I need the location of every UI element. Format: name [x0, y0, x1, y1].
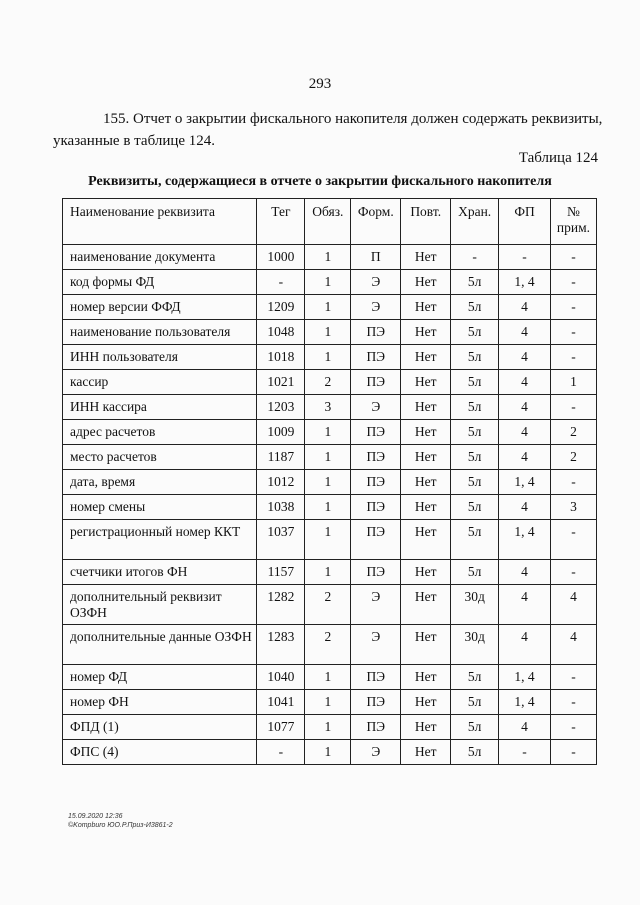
table-cell: 5л	[451, 715, 499, 740]
table-row	[63, 370, 597, 395]
table-cell: -	[550, 715, 596, 740]
table-cell: ПЭ	[351, 320, 401, 345]
table-cell: 1	[305, 295, 351, 320]
table-cell: ПЭ	[351, 495, 401, 520]
table-cell: Нет	[401, 625, 451, 665]
table-cell: 5л	[451, 495, 499, 520]
column-header: Тег	[257, 199, 305, 245]
table-cell: 4	[499, 345, 551, 370]
table-cell: 1048	[257, 320, 305, 345]
table-cell: ФПД (1)	[63, 715, 257, 740]
column-header: Повт.	[401, 199, 451, 245]
table-cell: ПЭ	[351, 345, 401, 370]
table-row	[63, 585, 597, 625]
table-cell: Нет	[401, 690, 451, 715]
table-cell: Нет	[401, 395, 451, 420]
table-cell: 1187	[257, 445, 305, 470]
table-cell: Нет	[401, 295, 451, 320]
table-row	[63, 690, 597, 715]
table-cell: Нет	[401, 445, 451, 470]
table-cell: -	[550, 320, 596, 345]
table-cell: 2	[550, 445, 596, 470]
table-cell: 1	[305, 345, 351, 370]
paragraph	[53, 108, 613, 152]
table-cell: 2	[550, 420, 596, 445]
table-cell: 1	[305, 495, 351, 520]
table-cell: -	[257, 270, 305, 295]
table-cell: -	[550, 295, 596, 320]
table-cell: 1	[305, 560, 351, 585]
table-cell: Нет	[401, 345, 451, 370]
table-row	[63, 345, 597, 370]
table-cell: 5л	[451, 420, 499, 445]
table-cell: 1077	[257, 715, 305, 740]
table-cell: 5л	[451, 395, 499, 420]
column-header: Обяз.	[305, 199, 351, 245]
table-cell: 1203	[257, 395, 305, 420]
table-cell: 1021	[257, 370, 305, 395]
table-cell: Нет	[401, 320, 451, 345]
table-cell: 1209	[257, 295, 305, 320]
table-header-row	[63, 199, 597, 245]
table-cell: Нет	[401, 560, 451, 585]
table-row	[63, 520, 597, 560]
table-cell: 5л	[451, 560, 499, 585]
table-row	[63, 625, 597, 665]
page-number: 293	[308, 76, 332, 92]
table-row	[63, 320, 597, 345]
table-row	[63, 295, 597, 320]
column-header: ФП	[499, 199, 551, 245]
table-cell: Э	[351, 395, 401, 420]
table-cell: ПЭ	[351, 420, 401, 445]
table-row	[63, 445, 597, 470]
footer-timestamp: 15.09.2020 12:36	[68, 813, 123, 820]
table-cell: -	[550, 520, 596, 560]
table-cell: ПЭ	[351, 560, 401, 585]
table-cell: 4	[499, 395, 551, 420]
table-cell: дата, время	[63, 470, 257, 495]
table-cell: 4	[499, 585, 551, 625]
table-cell: 1	[305, 245, 351, 270]
table-cell: 1	[305, 420, 351, 445]
table-cell: 30д	[451, 585, 499, 625]
table-cell: 5л	[451, 270, 499, 295]
paragraph-text: 155. Отчет о закрытии фискального накопителя должен содержать реквизиты, указанные в таблице 124.	[53, 111, 603, 149]
table-row	[63, 715, 597, 740]
table-cell: -	[499, 245, 551, 270]
table-cell: 4	[499, 495, 551, 520]
table-cell: 1, 4	[499, 470, 551, 495]
table-cell: 5л	[451, 520, 499, 560]
table-caption: Таблица 124	[518, 150, 598, 166]
table-cell: ПЭ	[351, 690, 401, 715]
table-cell: ПЭ	[351, 445, 401, 470]
table-cell: Нет	[401, 270, 451, 295]
table-cell: 1, 4	[499, 520, 551, 560]
table-cell: -	[257, 740, 305, 765]
table-cell: 4	[499, 370, 551, 395]
table-cell: 4	[499, 420, 551, 445]
table-cell: 1	[305, 690, 351, 715]
table-cell: 1282	[257, 585, 305, 625]
table-cell: 2	[305, 585, 351, 625]
footer	[68, 812, 173, 830]
table-cell: 1038	[257, 495, 305, 520]
table-cell: Нет	[401, 370, 451, 395]
table-row	[63, 560, 597, 585]
column-header: Наименование реквизита	[63, 199, 257, 245]
table-cell: -	[550, 245, 596, 270]
table-cell: 5л	[451, 690, 499, 715]
table-cell: ПЭ	[351, 520, 401, 560]
table-cell: 1041	[257, 690, 305, 715]
table-cell: 2	[305, 370, 351, 395]
table-cell: дополнительные данные ОЗФН	[63, 625, 257, 665]
table-cell: регистрационный номер ККТ	[63, 520, 257, 560]
table-cell: 1	[305, 270, 351, 295]
column-header: Хран.	[451, 199, 499, 245]
table-cell: счетчики итогов ФН	[63, 560, 257, 585]
table-cell: 1000	[257, 245, 305, 270]
table-cell: 4	[499, 625, 551, 665]
table-cell: Э	[351, 740, 401, 765]
table-cell: 1	[305, 520, 351, 560]
column-header: Форм.	[351, 199, 401, 245]
footer-document-id: ©Kompburo ЮО.Р.Приз-И3861-2	[68, 822, 173, 829]
table-cell: Э	[351, 585, 401, 625]
table-cell: номер версии ФФД	[63, 295, 257, 320]
table-cell: ПЭ	[351, 470, 401, 495]
table-cell: -	[550, 395, 596, 420]
table-cell: 2	[305, 625, 351, 665]
table-cell: 5л	[451, 470, 499, 495]
table-cell: 30д	[451, 625, 499, 665]
table-cell: 1	[305, 715, 351, 740]
table-row	[63, 470, 597, 495]
table-cell: 1018	[257, 345, 305, 370]
table-cell: Нет	[401, 495, 451, 520]
table-cell: Э	[351, 295, 401, 320]
table-cell: 1	[305, 740, 351, 765]
table-cell: 1, 4	[499, 690, 551, 715]
table-cell: Нет	[401, 245, 451, 270]
table-cell: код формы ФД	[63, 270, 257, 295]
table-cell: -	[550, 345, 596, 370]
table-cell: ИНН пользователя	[63, 345, 257, 370]
table-cell: 4	[499, 445, 551, 470]
table-row	[63, 665, 597, 690]
table-cell: -	[550, 690, 596, 715]
table-cell: 1	[305, 665, 351, 690]
table-row	[63, 270, 597, 295]
table-cell: 1	[550, 370, 596, 395]
table-cell: 5л	[451, 370, 499, 395]
table-cell: 3	[550, 495, 596, 520]
table-cell: 5л	[451, 320, 499, 345]
table-cell: ПЭ	[351, 370, 401, 395]
table-cell: -	[499, 740, 551, 765]
requisites-table	[62, 198, 597, 765]
table-cell: 1	[305, 320, 351, 345]
table-cell: 1009	[257, 420, 305, 445]
table-cell: 1, 4	[499, 665, 551, 690]
table-cell: место расчетов	[63, 445, 257, 470]
table-cell: Нет	[401, 420, 451, 445]
table-cell: 5л	[451, 295, 499, 320]
table-cell: кассир	[63, 370, 257, 395]
table-row	[63, 420, 597, 445]
table-cell: Нет	[401, 715, 451, 740]
table-row	[63, 245, 597, 270]
table-cell: 1012	[257, 470, 305, 495]
table-cell: Нет	[401, 665, 451, 690]
table-cell: номер ФД	[63, 665, 257, 690]
table-cell: 3	[305, 395, 351, 420]
table-cell: Нет	[401, 470, 451, 495]
table-cell: 1	[305, 470, 351, 495]
table-cell: -	[550, 470, 596, 495]
table-cell: -	[550, 560, 596, 585]
table-cell: номер ФН	[63, 690, 257, 715]
table-cell: ФПС (4)	[63, 740, 257, 765]
table-cell: 1157	[257, 560, 305, 585]
table-cell: ПЭ	[351, 665, 401, 690]
table-cell: 5л	[451, 345, 499, 370]
table-cell: 1, 4	[499, 270, 551, 295]
table-cell: ИНН кассира	[63, 395, 257, 420]
table-cell: наименование пользователя	[63, 320, 257, 345]
table-cell: 1040	[257, 665, 305, 690]
table-cell: номер смены	[63, 495, 257, 520]
table-cell: Нет	[401, 520, 451, 560]
table-cell: 5л	[451, 740, 499, 765]
table-cell: 4	[499, 320, 551, 345]
table-cell: 5л	[451, 665, 499, 690]
table-cell: 4	[550, 585, 596, 625]
table-cell: адрес расчетов	[63, 420, 257, 445]
table-row	[63, 740, 597, 765]
table-cell: 4	[499, 560, 551, 585]
table-cell: 1	[305, 445, 351, 470]
table-cell: -	[550, 270, 596, 295]
column-header: № прим.	[550, 199, 596, 245]
table-cell: П	[351, 245, 401, 270]
table-cell: 4	[499, 295, 551, 320]
table-cell: Э	[351, 625, 401, 665]
table-cell: Нет	[401, 585, 451, 625]
table-cell: дополнительный реквизит ОЗФН	[63, 585, 257, 625]
table-cell: Э	[351, 270, 401, 295]
table-cell: 1037	[257, 520, 305, 560]
table-cell: -	[550, 665, 596, 690]
table-cell: 4	[550, 625, 596, 665]
table-cell: Нет	[401, 740, 451, 765]
table-cell: наименование документа	[63, 245, 257, 270]
table-row	[63, 395, 597, 420]
table-cell: 5л	[451, 445, 499, 470]
table-title: Реквизиты, содержащиеся в отчете о закрытии фискального накопителя	[88, 174, 552, 189]
table-cell: -	[451, 245, 499, 270]
table-cell: 1283	[257, 625, 305, 665]
table-cell: -	[550, 740, 596, 765]
table-row	[63, 495, 597, 520]
table-cell: 4	[499, 715, 551, 740]
table-cell: ПЭ	[351, 715, 401, 740]
